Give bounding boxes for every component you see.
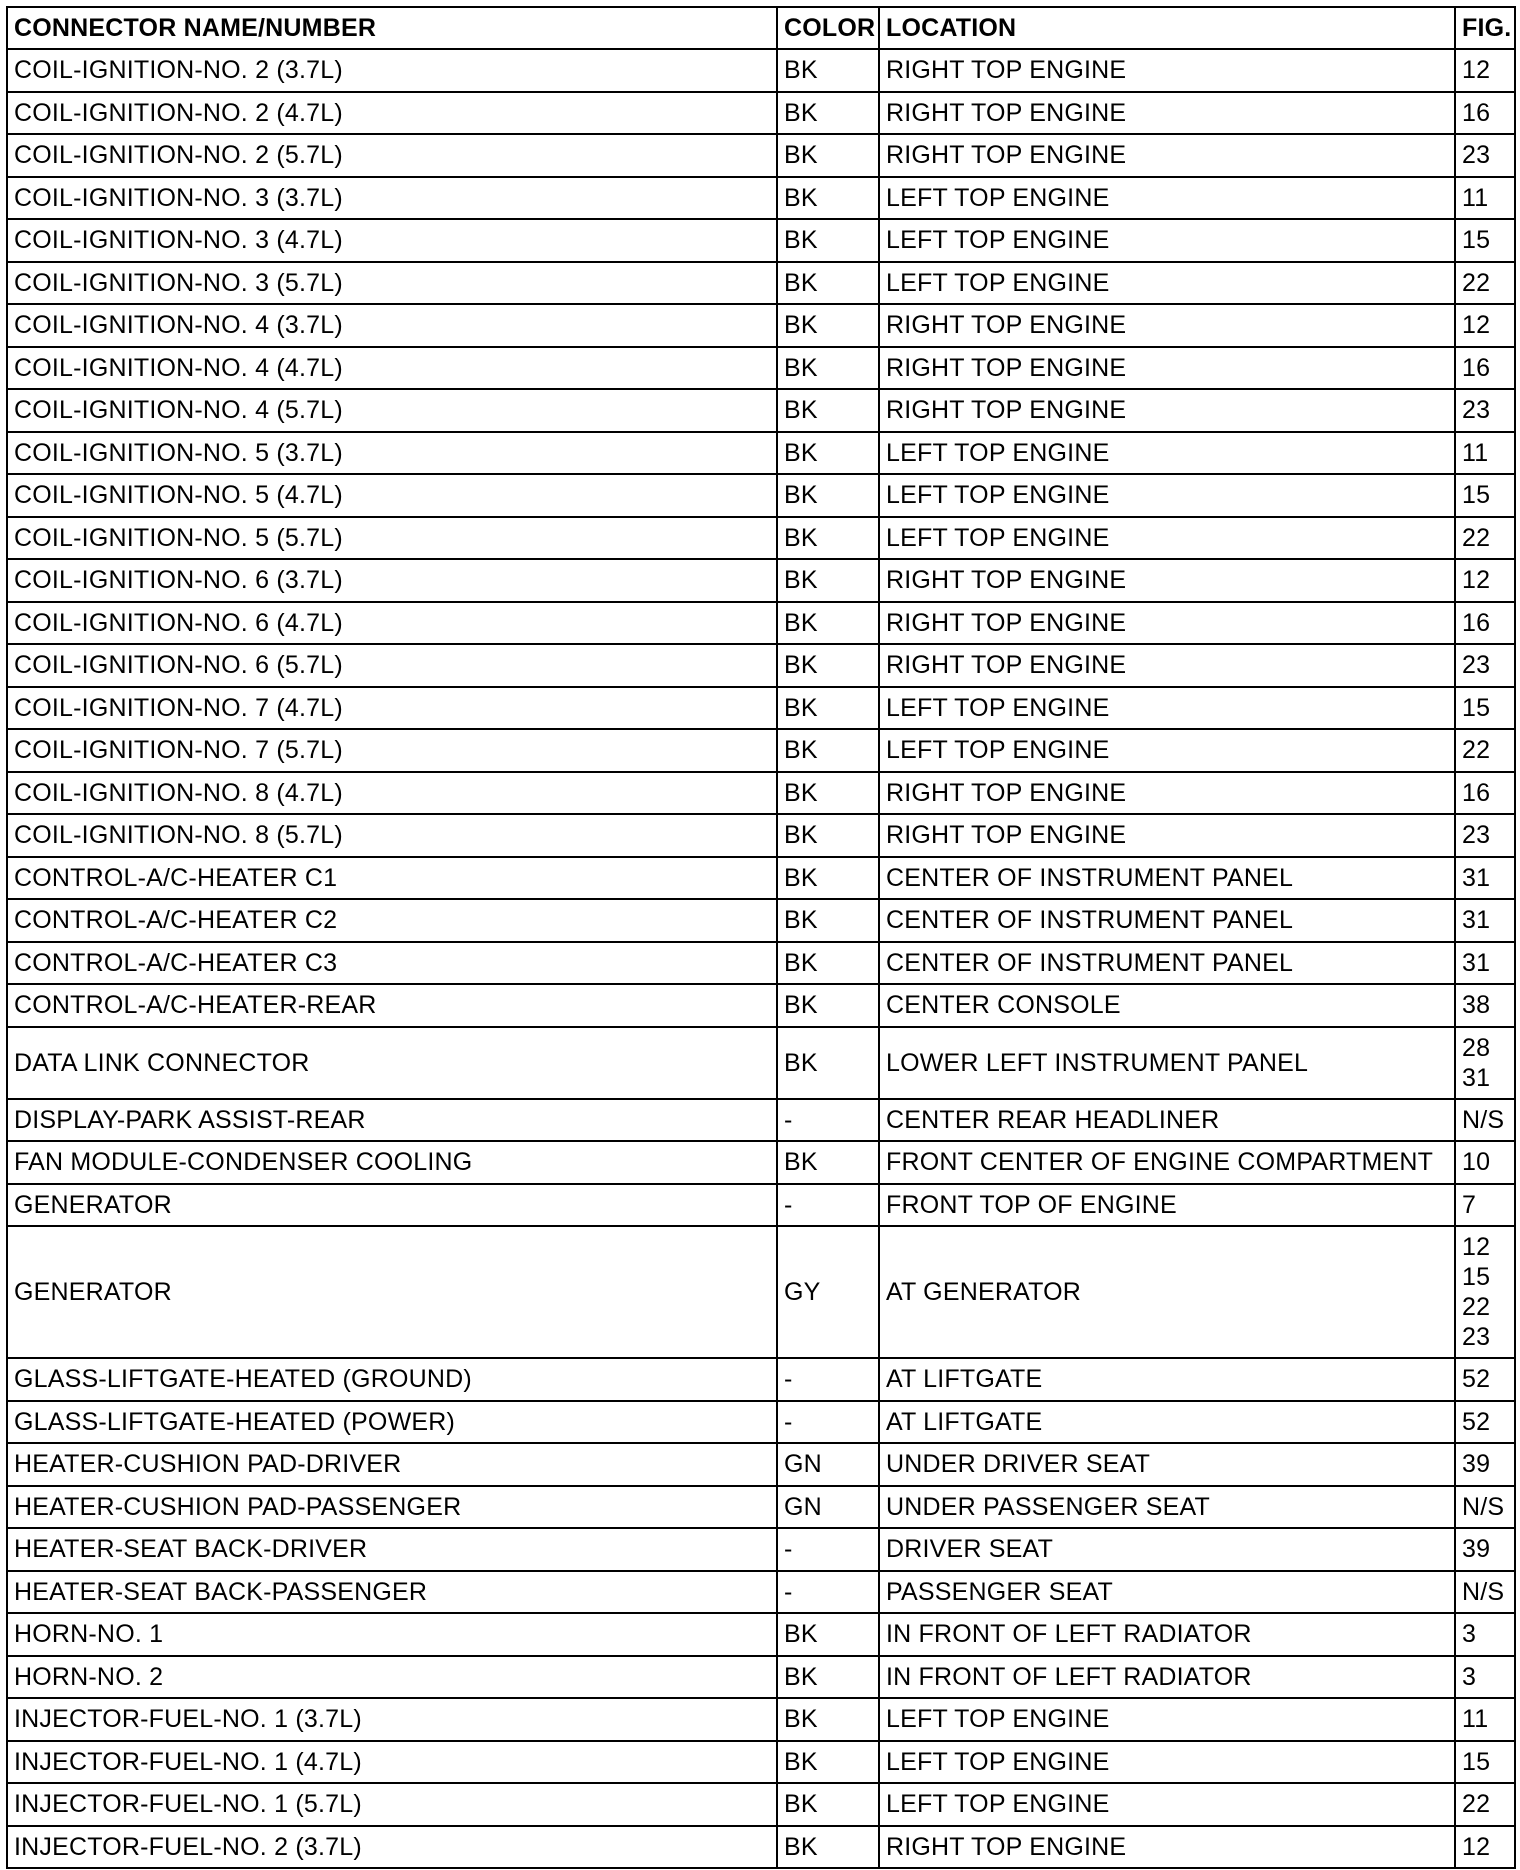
fig-number: 11: [1462, 1705, 1489, 1734]
table-row: [7, 1226, 1515, 1358]
cell-location: LEFT TOP ENGINE: [879, 1741, 1455, 1784]
cell-fig: [1455, 1613, 1515, 1656]
cell-color: BK: [777, 49, 879, 92]
cell-connector-name: FAN MODULE-CONDENSER COOLING: [7, 1141, 777, 1184]
table-row: [7, 984, 1515, 1027]
cell-fig: [1455, 389, 1515, 432]
cell-fig: [1455, 644, 1515, 687]
cell-location: RIGHT TOP ENGINE: [879, 49, 1455, 92]
table-row: [7, 304, 1515, 347]
cell-location: DRIVER SEAT: [879, 1528, 1455, 1571]
cell-location: LEFT TOP ENGINE: [879, 517, 1455, 560]
cell-color: BK: [777, 1826, 879, 1869]
table-row: [7, 1571, 1515, 1614]
cell-location: LEFT TOP ENGINE: [879, 687, 1455, 730]
cell-connector-name: HORN-NO. 2: [7, 1656, 777, 1699]
table-row: [7, 1698, 1515, 1741]
cell-color: GN: [777, 1486, 879, 1529]
fig-number: 3: [1462, 1620, 1477, 1649]
cell-fig: [1455, 1358, 1515, 1401]
cell-location: IN FRONT OF LEFT RADIATOR: [879, 1656, 1455, 1699]
table-row: [7, 177, 1515, 220]
cell-fig: [1455, 1486, 1515, 1529]
table-row: [7, 899, 1515, 942]
cell-color: BK: [777, 474, 879, 517]
fig-number: 31: [1462, 1063, 1491, 1092]
cell-fig: [1455, 134, 1515, 177]
fig-number: 12: [1462, 566, 1491, 595]
cell-fig: [1455, 1027, 1515, 1099]
cell-connector-name: HEATER-CUSHION PAD-DRIVER: [7, 1443, 777, 1486]
cell-location: RIGHT TOP ENGINE: [879, 814, 1455, 857]
fig-number: 16: [1462, 608, 1491, 637]
cell-connector-name: INJECTOR-FUEL-NO. 1 (5.7L): [7, 1783, 777, 1826]
cell-connector-name: HEATER-CUSHION PAD-PASSENGER: [7, 1486, 777, 1529]
cell-connector-name: DISPLAY-PARK ASSIST-REAR: [7, 1099, 777, 1142]
table-row: [7, 772, 1515, 815]
fig-number: 52: [1462, 1365, 1491, 1394]
cell-fig: [1455, 1528, 1515, 1571]
cell-color: BK: [777, 304, 879, 347]
cell-location: CENTER OF INSTRUMENT PANEL: [879, 857, 1455, 900]
header-fig: FIG.: [1455, 7, 1515, 49]
cell-connector-name: COIL-IGNITION-NO. 2 (5.7L): [7, 134, 777, 177]
cell-connector-name: COIL-IGNITION-NO. 7 (5.7L): [7, 729, 777, 772]
cell-color: -: [777, 1184, 879, 1227]
table-row: [7, 1486, 1515, 1529]
cell-connector-name: HEATER-SEAT BACK-PASSENGER: [7, 1571, 777, 1614]
cell-fig: [1455, 1226, 1515, 1358]
cell-color: BK: [777, 942, 879, 985]
cell-connector-name: COIL-IGNITION-NO. 3 (5.7L): [7, 262, 777, 305]
cell-fig: [1455, 304, 1515, 347]
fig-number: 22: [1462, 736, 1491, 765]
cell-location: LEFT TOP ENGINE: [879, 1783, 1455, 1826]
cell-fig: [1455, 984, 1515, 1027]
cell-fig: [1455, 1443, 1515, 1486]
table-row: [7, 1783, 1515, 1826]
table-row: [7, 92, 1515, 135]
cell-color: BK: [777, 602, 879, 645]
table-body: [7, 49, 1515, 1868]
cell-color: BK: [777, 772, 879, 815]
cell-location: LEFT TOP ENGINE: [879, 474, 1455, 517]
cell-color: BK: [777, 1656, 879, 1699]
header-location: LOCATION: [879, 7, 1455, 49]
fig-number: 31: [1462, 948, 1491, 977]
cell-location: UNDER DRIVER SEAT: [879, 1443, 1455, 1486]
cell-location: FRONT TOP OF ENGINE: [879, 1184, 1455, 1227]
cell-location: LEFT TOP ENGINE: [879, 1698, 1455, 1741]
cell-color: BK: [777, 92, 879, 135]
cell-location: LEFT TOP ENGINE: [879, 219, 1455, 262]
cell-location: LEFT TOP ENGINE: [879, 177, 1455, 220]
table-row: [7, 432, 1515, 475]
fig-number: N/S: [1462, 1492, 1505, 1521]
cell-color: BK: [777, 219, 879, 262]
table-row: [7, 1027, 1515, 1099]
fig-number: 11: [1462, 438, 1489, 467]
table-row: [7, 559, 1515, 602]
cell-color: BK: [777, 432, 879, 475]
table-row: [7, 814, 1515, 857]
cell-connector-name: INJECTOR-FUEL-NO. 2 (3.7L): [7, 1826, 777, 1869]
cell-color: BK: [777, 1698, 879, 1741]
fig-number: 7: [1462, 1190, 1477, 1219]
cell-fig: [1455, 262, 1515, 305]
cell-fig: [1455, 899, 1515, 942]
cell-connector-name: CONTROL-A/C-HEATER-REAR: [7, 984, 777, 1027]
table-row: [7, 1099, 1515, 1142]
cell-connector-name: GENERATOR: [7, 1184, 777, 1227]
cell-location: CENTER CONSOLE: [879, 984, 1455, 1027]
cell-color: GN: [777, 1443, 879, 1486]
cell-fig: [1455, 559, 1515, 602]
cell-fig: [1455, 49, 1515, 92]
cell-location: AT LIFTGATE: [879, 1358, 1455, 1401]
cell-connector-name: COIL-IGNITION-NO. 8 (5.7L): [7, 814, 777, 857]
table-row: [7, 729, 1515, 772]
cell-connector-name: GENERATOR: [7, 1226, 777, 1358]
cell-connector-name: COIL-IGNITION-NO. 6 (4.7L): [7, 602, 777, 645]
cell-location: RIGHT TOP ENGINE: [879, 347, 1455, 390]
cell-fig: [1455, 1826, 1515, 1869]
cell-color: BK: [777, 1783, 879, 1826]
fig-number: 12: [1462, 311, 1491, 340]
cell-color: -: [777, 1358, 879, 1401]
table-row: [7, 49, 1515, 92]
cell-location: RIGHT TOP ENGINE: [879, 389, 1455, 432]
cell-color: BK: [777, 262, 879, 305]
fig-number: N/S: [1462, 1105, 1505, 1134]
fig-number: 15: [1462, 481, 1491, 510]
cell-location: RIGHT TOP ENGINE: [879, 559, 1455, 602]
cell-fig: [1455, 1571, 1515, 1614]
cell-location: RIGHT TOP ENGINE: [879, 134, 1455, 177]
fig-number: 23: [1462, 396, 1491, 425]
cell-color: -: [777, 1099, 879, 1142]
table-header-row: [7, 7, 1515, 49]
cell-connector-name: COIL-IGNITION-NO. 5 (4.7L): [7, 474, 777, 517]
cell-fig: [1455, 474, 1515, 517]
table-row: [7, 1184, 1515, 1227]
table-row: [7, 942, 1515, 985]
cell-color: BK: [777, 899, 879, 942]
cell-connector-name: COIL-IGNITION-NO. 5 (5.7L): [7, 517, 777, 560]
cell-fig: [1455, 1099, 1515, 1142]
fig-number: 16: [1462, 778, 1491, 807]
cell-location: RIGHT TOP ENGINE: [879, 772, 1455, 815]
cell-connector-name: COIL-IGNITION-NO. 6 (5.7L): [7, 644, 777, 687]
cell-location: IN FRONT OF LEFT RADIATOR: [879, 1613, 1455, 1656]
cell-fig: [1455, 814, 1515, 857]
fig-number: 22: [1462, 523, 1491, 552]
cell-fig: [1455, 177, 1515, 220]
cell-connector-name: CONTROL-A/C-HEATER C3: [7, 942, 777, 985]
fig-number: 15: [1462, 1263, 1491, 1291]
cell-color: BK: [777, 857, 879, 900]
table-row: [7, 219, 1515, 262]
cell-color: GY: [777, 1226, 879, 1358]
cell-color: BK: [777, 134, 879, 177]
cell-color: BK: [777, 559, 879, 602]
cell-connector-name: COIL-IGNITION-NO. 7 (4.7L): [7, 687, 777, 730]
cell-color: -: [777, 1528, 879, 1571]
cell-location: RIGHT TOP ENGINE: [879, 304, 1455, 347]
fig-number: 11: [1462, 183, 1489, 212]
cell-location: RIGHT TOP ENGINE: [879, 1826, 1455, 1869]
cell-fig: [1455, 1184, 1515, 1227]
cell-connector-name: HEATER-SEAT BACK-DRIVER: [7, 1528, 777, 1571]
cell-fig: [1455, 687, 1515, 730]
cell-connector-name: GLASS-LIFTGATE-HEATED (GROUND): [7, 1358, 777, 1401]
table-row: [7, 1401, 1515, 1444]
cell-location: LOWER LEFT INSTRUMENT PANEL: [879, 1027, 1455, 1099]
cell-fig: [1455, 942, 1515, 985]
cell-location: UNDER PASSENGER SEAT: [879, 1486, 1455, 1529]
table-row: [7, 644, 1515, 687]
cell-location: RIGHT TOP ENGINE: [879, 602, 1455, 645]
fig-number: 38: [1462, 991, 1491, 1020]
cell-fig: [1455, 92, 1515, 135]
cell-location: LEFT TOP ENGINE: [879, 729, 1455, 772]
cell-color: BK: [777, 814, 879, 857]
cell-fig: [1455, 729, 1515, 772]
cell-color: BK: [777, 1741, 879, 1784]
cell-connector-name: COIL-IGNITION-NO. 8 (4.7L): [7, 772, 777, 815]
fig-number: 31: [1462, 863, 1491, 892]
fig-number: 31: [1462, 906, 1491, 935]
cell-connector-name: COIL-IGNITION-NO. 2 (3.7L): [7, 49, 777, 92]
cell-connector-name: INJECTOR-FUEL-NO. 1 (4.7L): [7, 1741, 777, 1784]
fig-number: 16: [1462, 98, 1491, 127]
table-row: [7, 857, 1515, 900]
cell-color: BK: [777, 984, 879, 1027]
fig-number: N/S: [1462, 1577, 1505, 1606]
cell-fig: [1455, 347, 1515, 390]
cell-fig: [1455, 517, 1515, 560]
cell-fig: [1455, 1783, 1515, 1826]
cell-connector-name: COIL-IGNITION-NO. 3 (4.7L): [7, 219, 777, 262]
cell-fig: [1455, 772, 1515, 815]
cell-location: LEFT TOP ENGINE: [879, 262, 1455, 305]
table-row: [7, 1613, 1515, 1656]
cell-fig: [1455, 219, 1515, 262]
table-row: [7, 517, 1515, 560]
cell-connector-name: COIL-IGNITION-NO. 6 (3.7L): [7, 559, 777, 602]
cell-color: BK: [777, 644, 879, 687]
header-color: COLOR: [777, 7, 879, 49]
cell-connector-name: HORN-NO. 1: [7, 1613, 777, 1656]
cell-location: PASSENGER SEAT: [879, 1571, 1455, 1614]
fig-number: 16: [1462, 353, 1491, 382]
cell-color: -: [777, 1401, 879, 1444]
cell-fig: [1455, 1698, 1515, 1741]
cell-color: BK: [777, 1141, 879, 1184]
cell-fig: [1455, 1656, 1515, 1699]
fig-number: 15: [1462, 693, 1491, 722]
cell-color: BK: [777, 347, 879, 390]
table-row: [7, 262, 1515, 305]
table-row: [7, 347, 1515, 390]
table-row: [7, 687, 1515, 730]
fig-number: 12: [1462, 56, 1491, 85]
cell-connector-name: INJECTOR-FUEL-NO. 1 (3.7L): [7, 1698, 777, 1741]
table-row: [7, 1741, 1515, 1784]
table-row: [7, 474, 1515, 517]
fig-number: 23: [1462, 821, 1491, 850]
cell-color: BK: [777, 1027, 879, 1099]
cell-location: RIGHT TOP ENGINE: [879, 644, 1455, 687]
fig-number: 22: [1462, 1293, 1491, 1321]
cell-location: FRONT CENTER OF ENGINE COMPARTMENT: [879, 1141, 1455, 1184]
cell-connector-name: COIL-IGNITION-NO. 4 (3.7L): [7, 304, 777, 347]
cell-location: LEFT TOP ENGINE: [879, 432, 1455, 475]
cell-connector-name: COIL-IGNITION-NO. 2 (4.7L): [7, 92, 777, 135]
cell-fig: [1455, 857, 1515, 900]
fig-number: 3: [1462, 1662, 1477, 1691]
fig-number: 15: [1462, 1747, 1491, 1776]
fig-number: 22: [1462, 268, 1491, 297]
cell-location: RIGHT TOP ENGINE: [879, 92, 1455, 135]
fig-number: 12: [1462, 1832, 1491, 1861]
table-row: [7, 134, 1515, 177]
table-row: [7, 1358, 1515, 1401]
cell-fig: [1455, 1141, 1515, 1184]
cell-location: AT GENERATOR: [879, 1226, 1455, 1358]
connector-table: [6, 6, 1516, 1869]
table-row: [7, 1826, 1515, 1869]
table-row: [7, 389, 1515, 432]
cell-connector-name: GLASS-LIFTGATE-HEATED (POWER): [7, 1401, 777, 1444]
cell-color: -: [777, 1571, 879, 1614]
cell-color: BK: [777, 177, 879, 220]
cell-connector-name: CONTROL-A/C-HEATER C2: [7, 899, 777, 942]
fig-number: 23: [1462, 651, 1491, 680]
cell-fig: [1455, 1401, 1515, 1444]
cell-color: BK: [777, 687, 879, 730]
cell-location: CENTER OF INSTRUMENT PANEL: [879, 899, 1455, 942]
cell-fig: [1455, 432, 1515, 475]
cell-location: AT LIFTGATE: [879, 1401, 1455, 1444]
table-row: [7, 602, 1515, 645]
fig-number: 10: [1462, 1148, 1491, 1177]
fig-number: 39: [1462, 1450, 1491, 1479]
fig-number: 23: [1462, 1323, 1491, 1351]
cell-location: CENTER REAR HEADLINER: [879, 1099, 1455, 1142]
cell-color: BK: [777, 729, 879, 772]
table-row: [7, 1141, 1515, 1184]
cell-location: CENTER OF INSTRUMENT PANEL: [879, 942, 1455, 985]
fig-number: 28: [1462, 1033, 1491, 1062]
cell-connector-name: COIL-IGNITION-NO. 4 (5.7L): [7, 389, 777, 432]
cell-color: BK: [777, 1613, 879, 1656]
table-row: [7, 1443, 1515, 1486]
fig-number: 52: [1462, 1407, 1491, 1436]
fig-number: 22: [1462, 1790, 1491, 1819]
cell-connector-name: CONTROL-A/C-HEATER C1: [7, 857, 777, 900]
cell-color: BK: [777, 517, 879, 560]
cell-fig: [1455, 1741, 1515, 1784]
cell-fig: [1455, 602, 1515, 645]
fig-number: 39: [1462, 1535, 1491, 1564]
cell-connector-name: COIL-IGNITION-NO. 4 (4.7L): [7, 347, 777, 390]
header-connector-name: CONNECTOR NAME/NUMBER: [7, 7, 777, 49]
cell-connector-name: COIL-IGNITION-NO. 3 (3.7L): [7, 177, 777, 220]
cell-color: BK: [777, 389, 879, 432]
table-row: [7, 1528, 1515, 1571]
cell-connector-name: DATA LINK CONNECTOR: [7, 1027, 777, 1099]
fig-number: 12: [1462, 1233, 1491, 1261]
table-row: [7, 1656, 1515, 1699]
fig-number: 15: [1462, 226, 1491, 255]
fig-number: 23: [1462, 141, 1491, 170]
cell-connector-name: COIL-IGNITION-NO. 5 (3.7L): [7, 432, 777, 475]
